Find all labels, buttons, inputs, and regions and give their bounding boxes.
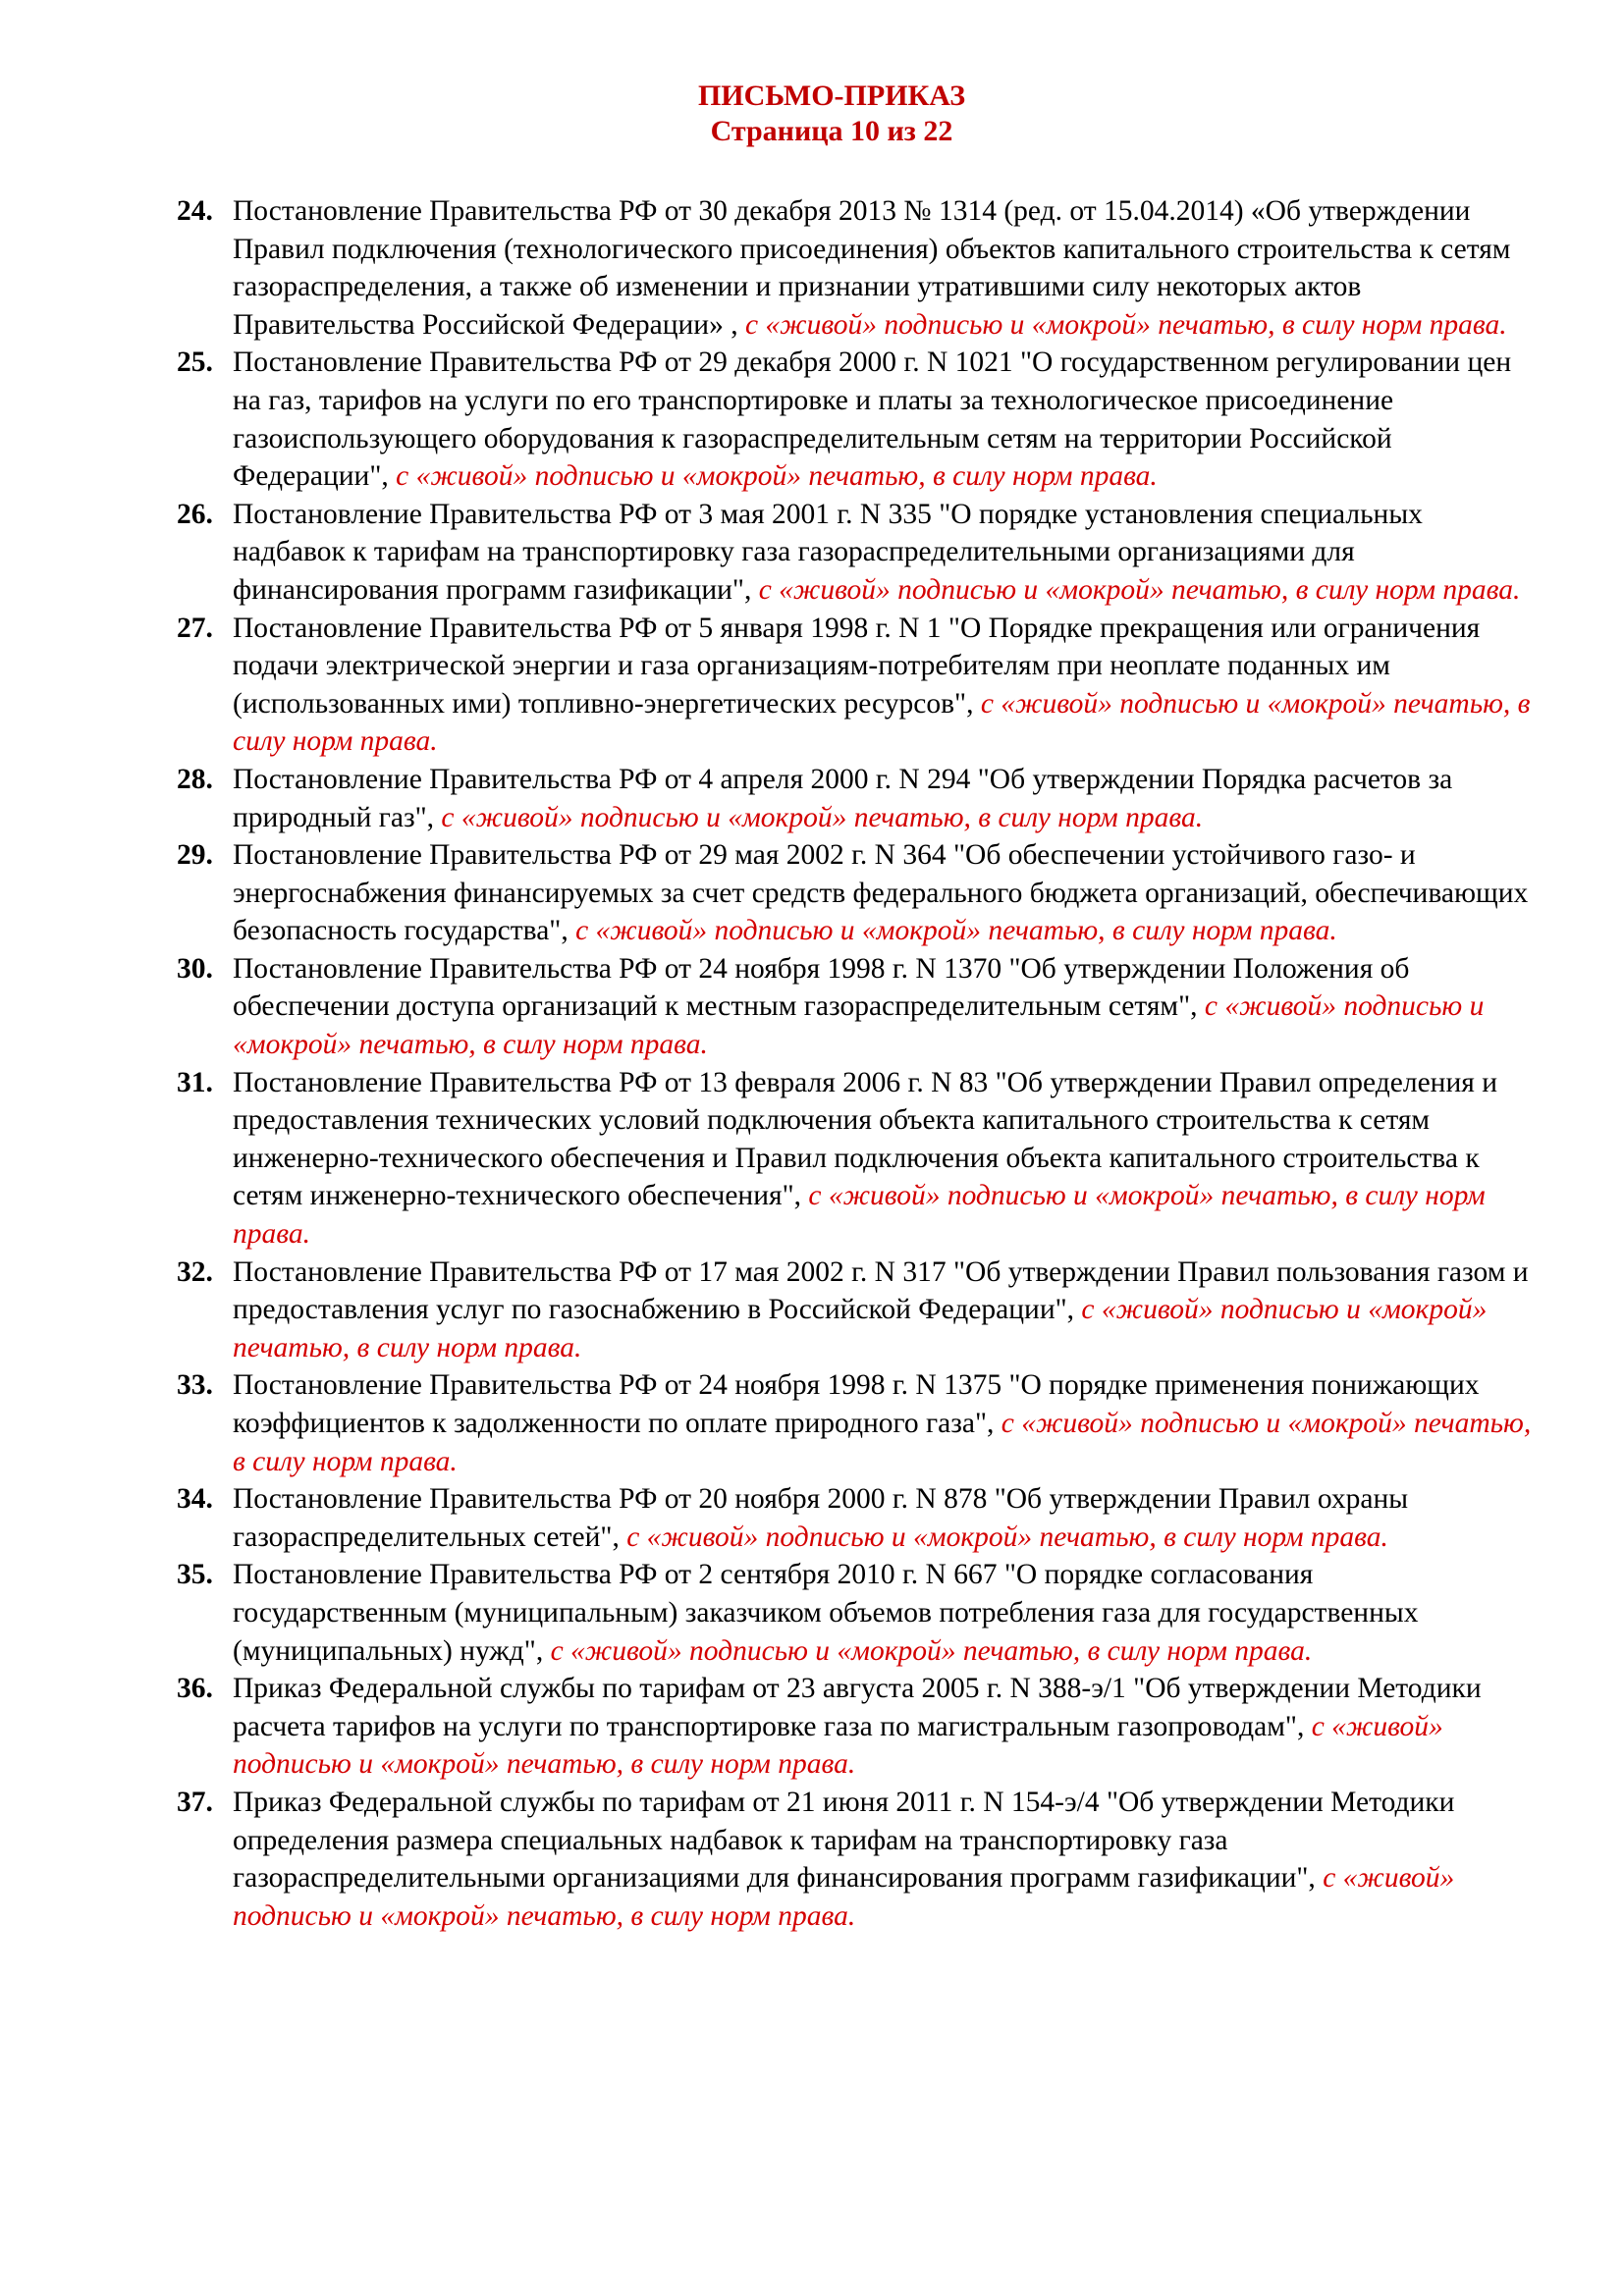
item-text: Приказ Федеральной службы по тарифам от 23 августа 2005 г. N 388-э/1 "Об утверждении Методики расчета тарифов на услуги по транспортировке газа по магистральным газопроводам",	[233, 1673, 1482, 1742]
item-note: с «живой» подписью и «мокрой» печатью, в силу норм права.	[550, 1634, 1313, 1667]
list-item	[177, 1366, 1532, 1480]
legal-acts-list	[177, 192, 1532, 1935]
item-text: Постановление Правительства РФ от 13 февраля 2006 г. N 83 "Об утверждении Правил определения и предоставления технических условий подключения объекта капитального строительства к сетям инженерно-технического обеспечения и Правил подключения объекта капитального строительства к сетям инженерно-технического обеспечения",	[233, 1066, 1497, 1212]
list-item	[177, 1480, 1532, 1556]
item-number: 27.	[177, 612, 213, 644]
document-header	[0, 79, 1624, 149]
item-number: 36.	[177, 1673, 213, 1705]
list-item	[177, 950, 1532, 1064]
item-number: 25.	[177, 347, 213, 379]
item-note: с «живой» подписью и «мокрой» печатью, в силу норм права.	[233, 990, 1485, 1061]
item-number: 29.	[177, 839, 213, 872]
list-item	[177, 344, 1532, 495]
item-number: 28.	[177, 763, 213, 795]
item-number: 37.	[177, 1786, 213, 1818]
item-number: 34.	[177, 1483, 213, 1516]
item-note: с «живой» подписью и «мокрой» печатью, в силу норм права.	[441, 801, 1204, 833]
list-item	[177, 496, 1532, 610]
item-note: с «живой» подписью и «мокрой» печатью, в силу норм права.	[233, 1862, 1455, 1932]
item-text: Постановление Правительства РФ от 30 декабря 2013 № 1314 (ред. от 15.04.2014) «Об утверждении Правил подключения (технологического присоединения) объектов капитального строительства к сетям газораспределения, а также об изменении и признании утратившими силу некоторых актов Правительства Российской Федерации» ,	[233, 195, 1511, 341]
item-text: Постановление Правительства РФ от 20 ноября 2000 г. N 878 "Об утверждении Правил охраны газораспределительных сетей",	[233, 1483, 1409, 1553]
page-indicator: Страница 10 из 22	[710, 115, 953, 147]
list-item	[177, 610, 1532, 761]
list-item	[177, 1064, 1532, 1254]
item-note: с «живой» подписью и «мокрой» печатью, в силу норм права.	[233, 1294, 1488, 1363]
item-number: 32.	[177, 1255, 213, 1288]
item-note: с «живой» подписью и «мокрой» печатью, в силу норм права.	[626, 1521, 1388, 1553]
item-text: Постановление Правительства РФ от 2 сентября 2010 г. N 667 "О порядке согласования государственным (муниципальным) заказчиком объемов потребления газа для государственных (муниципальных) нужд",	[233, 1559, 1419, 1667]
item-number: 26.	[177, 498, 213, 530]
item-note: с «живой» подписью и «мокрой» печатью, в силу норм права.	[575, 915, 1337, 947]
list-item	[177, 761, 1532, 836]
item-number: 33.	[177, 1369, 213, 1402]
item-note: с «живой» подписью и «мокрой» печатью, в силу норм права.	[744, 308, 1507, 341]
item-note: с «живой» подписью и «мокрой» печатью, в силу норм права.	[233, 1710, 1443, 1781]
list-item	[177, 1254, 1532, 1367]
item-text: Постановление Правительства РФ от 3 мая 2001 г. N 335 "О порядке установления специальных надбавок к тарифам на транспортировку газа газораспределительными организациями для финансирования программ газификации",	[233, 498, 1423, 606]
list-item	[177, 1670, 1532, 1784]
list-item	[177, 1784, 1532, 1935]
item-number: 31.	[177, 1066, 213, 1098]
item-text: Постановление Правительства РФ от 17 мая 2002 г. N 317 "Об утверждении Правил пользования газом и предоставления услуг по газоснабжению в Российской Федерации",	[233, 1255, 1529, 1326]
item-note: с «живой» подписью и «мокрой» печатью, в силу норм права.	[233, 1408, 1532, 1477]
item-number: 35.	[177, 1559, 213, 1591]
item-text: Постановление Правительства РФ от 5 января 1998 г. N 1 "О Порядке прекращения или ограничения подачи электрической энергии и газа организациям-потребителям при неоплате поданных им (использованных ими) топливно-энергетических ресурсов",	[233, 612, 1481, 720]
list-item	[177, 1556, 1532, 1670]
item-text: Постановление Правительства РФ от 24 ноября 1998 г. N 1375 "О порядке применения понижающих коэффициентов к задолженности по оплате природного газа",	[233, 1369, 1480, 1439]
item-text: Постановление Правительства РФ от 4 апреля 2000 г. N 294 "Об утверждении Порядка расчетов за природный газ",	[233, 763, 1453, 833]
list-item	[177, 192, 1532, 344]
item-note: с «живой» подписью и «мокрой» печатью, в силу норм права.	[758, 573, 1521, 606]
item-note: с «живой» подписью и «мокрой» печатью, в силу норм права.	[233, 1180, 1486, 1251]
item-note: с «живой» подписью и «мокрой» печатью, в силу норм права.	[233, 687, 1531, 758]
item-note: с «живой» подписью и «мокрой» печатью, в силу норм права.	[396, 460, 1158, 493]
item-text: Приказ Федеральной службы по тарифам от 21 июня 2011 г. N 154-э/4 "Об утверждении Методики определения размера специальных надбавок к тарифам на транспортировку газа газораспределительными организациями для финансирования программ газификации",	[233, 1786, 1455, 1895]
item-number: 24.	[177, 195, 213, 227]
item-text: Постановление Правительства РФ от 29 декабря 2000 г. N 1021 "О государственном регулировании цен на газ, тарифов на услуги по его транспортировке и платы за технологическое присоединение газоиспользующего оборудования к газораспределительным сетям на территории Российской Федерации",	[233, 347, 1512, 493]
item-number: 30.	[177, 952, 213, 985]
document-title: ПИСЬМО-ПРИКАЗ	[697, 80, 966, 112]
list-item	[177, 836, 1532, 950]
item-text: Постановление Правительства РФ от 24 ноября 1998 г. N 1370 "Об утверждении Положения об обеспечении доступа организаций к местным газораспределительным сетям",	[233, 952, 1410, 1023]
item-text: Постановление Правительства РФ от 29 мая 2002 г. N 364 "Об обеспечении устойчивого газо- и энергоснабжения финансируемых за счет средств федерального бюджета организаций, обеспечивающих безопасность государства",	[233, 839, 1529, 947]
